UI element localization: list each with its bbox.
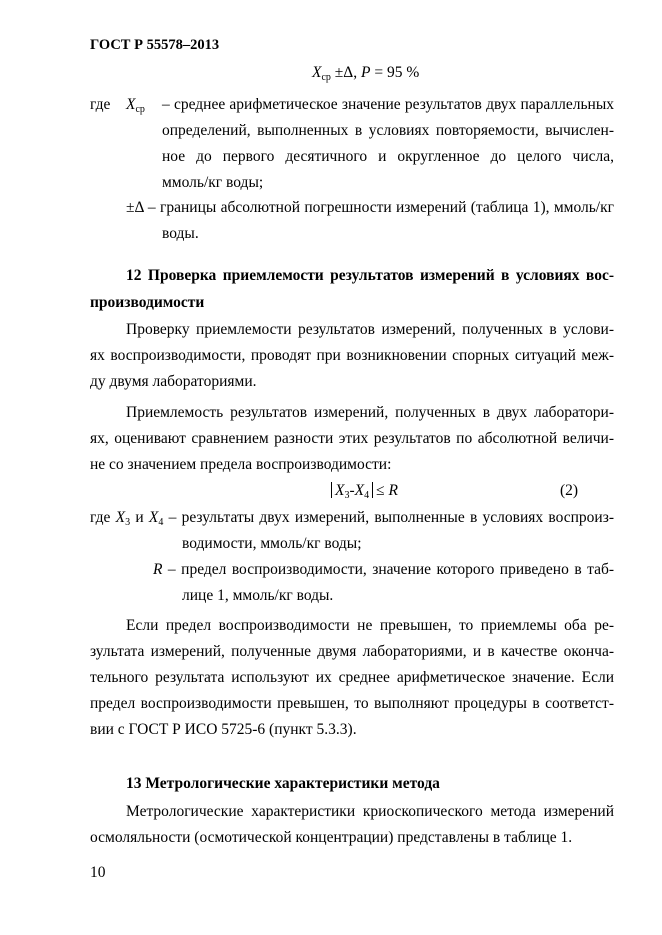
document-header: ГОСТ Р 55578–2013: [90, 37, 220, 53]
para1-line3: ду двумя лабораториями.: [90, 373, 257, 390]
page-number: 10: [90, 864, 106, 881]
para2-line1: Приемлемость результатов измерений, полученных в двух лаборатори-: [126, 404, 614, 421]
section-13-line1: Метрологические характеристики криоскопического метода измерений: [126, 803, 614, 820]
para1-line2: ях воспроизводимости, проводят при возникновении спорных ситуаций меж-: [90, 347, 614, 364]
para3-line4: предел воспроизводимости превышен, то выполняют процедуры в соответст-: [90, 695, 614, 712]
para3-line3: тельного результата используют их среднее арифметическое значение. Если: [90, 669, 614, 686]
where-xsr-line4: ммоль/кг воды;: [162, 174, 264, 191]
para3-line5: вии с ГОСТ Р ИСО 5725-6 (пункт 5.3.3).: [90, 721, 357, 738]
variable-xsr: $X_{ср}$: [126, 96, 145, 115]
where-x3x4-line1: где $X_3$ и $X_4$ – результаты двух измерений, выполненные в условиях воспроиз-: [90, 509, 615, 528]
where-label: где: [90, 96, 111, 113]
where-delta-line2: воды.: [162, 225, 199, 242]
para2-line2: ях, оценивают сравнением разности этих результатов по абсолютной величи-: [90, 430, 614, 447]
where-delta-line1: ±Δ – границы абсолютной погрешности измерений (таблица 1), ммоль/кг: [126, 199, 614, 216]
para3-line2: зультата измерений, полученные двумя лабораториями, и в качестве оконча-: [90, 643, 614, 660]
where-x3x4-line2: водимости, ммоль/кг воды;: [182, 535, 362, 552]
para1-line1: Проверку приемлемости результатов измерений, полученных в услови-: [126, 321, 614, 338]
section-12-title-line2: производимости: [90, 294, 205, 311]
formula-number: (2): [560, 482, 579, 499]
section-13-line2: осмоляльности (осмотической концентрации) представлены в таблице 1.: [90, 829, 573, 846]
where-xsr-line1: – среднее арифметическое значение результатов двух параллельных: [162, 96, 614, 113]
formula-mean: $X_{ср} \pm\Delta$, P = 95 %: [312, 64, 420, 83]
section-12-title-line1: 12 Проверка приемлемости результатов измерений в условиях вос-: [126, 267, 614, 284]
where-r-line2: лице 1, ммоль/кг воды.: [182, 587, 334, 604]
where-r-line1: R – предел воспроизводимости, значение которого приведено в таб-: [153, 561, 614, 578]
where-xsr-line2: определений, выполненных в условиях повторяемости, вычислен-: [162, 122, 614, 139]
formula-reproducibility: $X_3-X_4 \le R$: [328, 481, 398, 501]
where-xsr-line3: ное до первого десятичного и округленное до целого числа,: [162, 148, 614, 165]
section-13-title: 13 Метрологические характеристики метода: [126, 775, 440, 792]
para3-line1: Если предел воспроизводимости не превышен, то приемлемы оба ре-: [126, 617, 614, 634]
para2-line3: не со значением предела воспроизводимости:: [90, 456, 392, 473]
